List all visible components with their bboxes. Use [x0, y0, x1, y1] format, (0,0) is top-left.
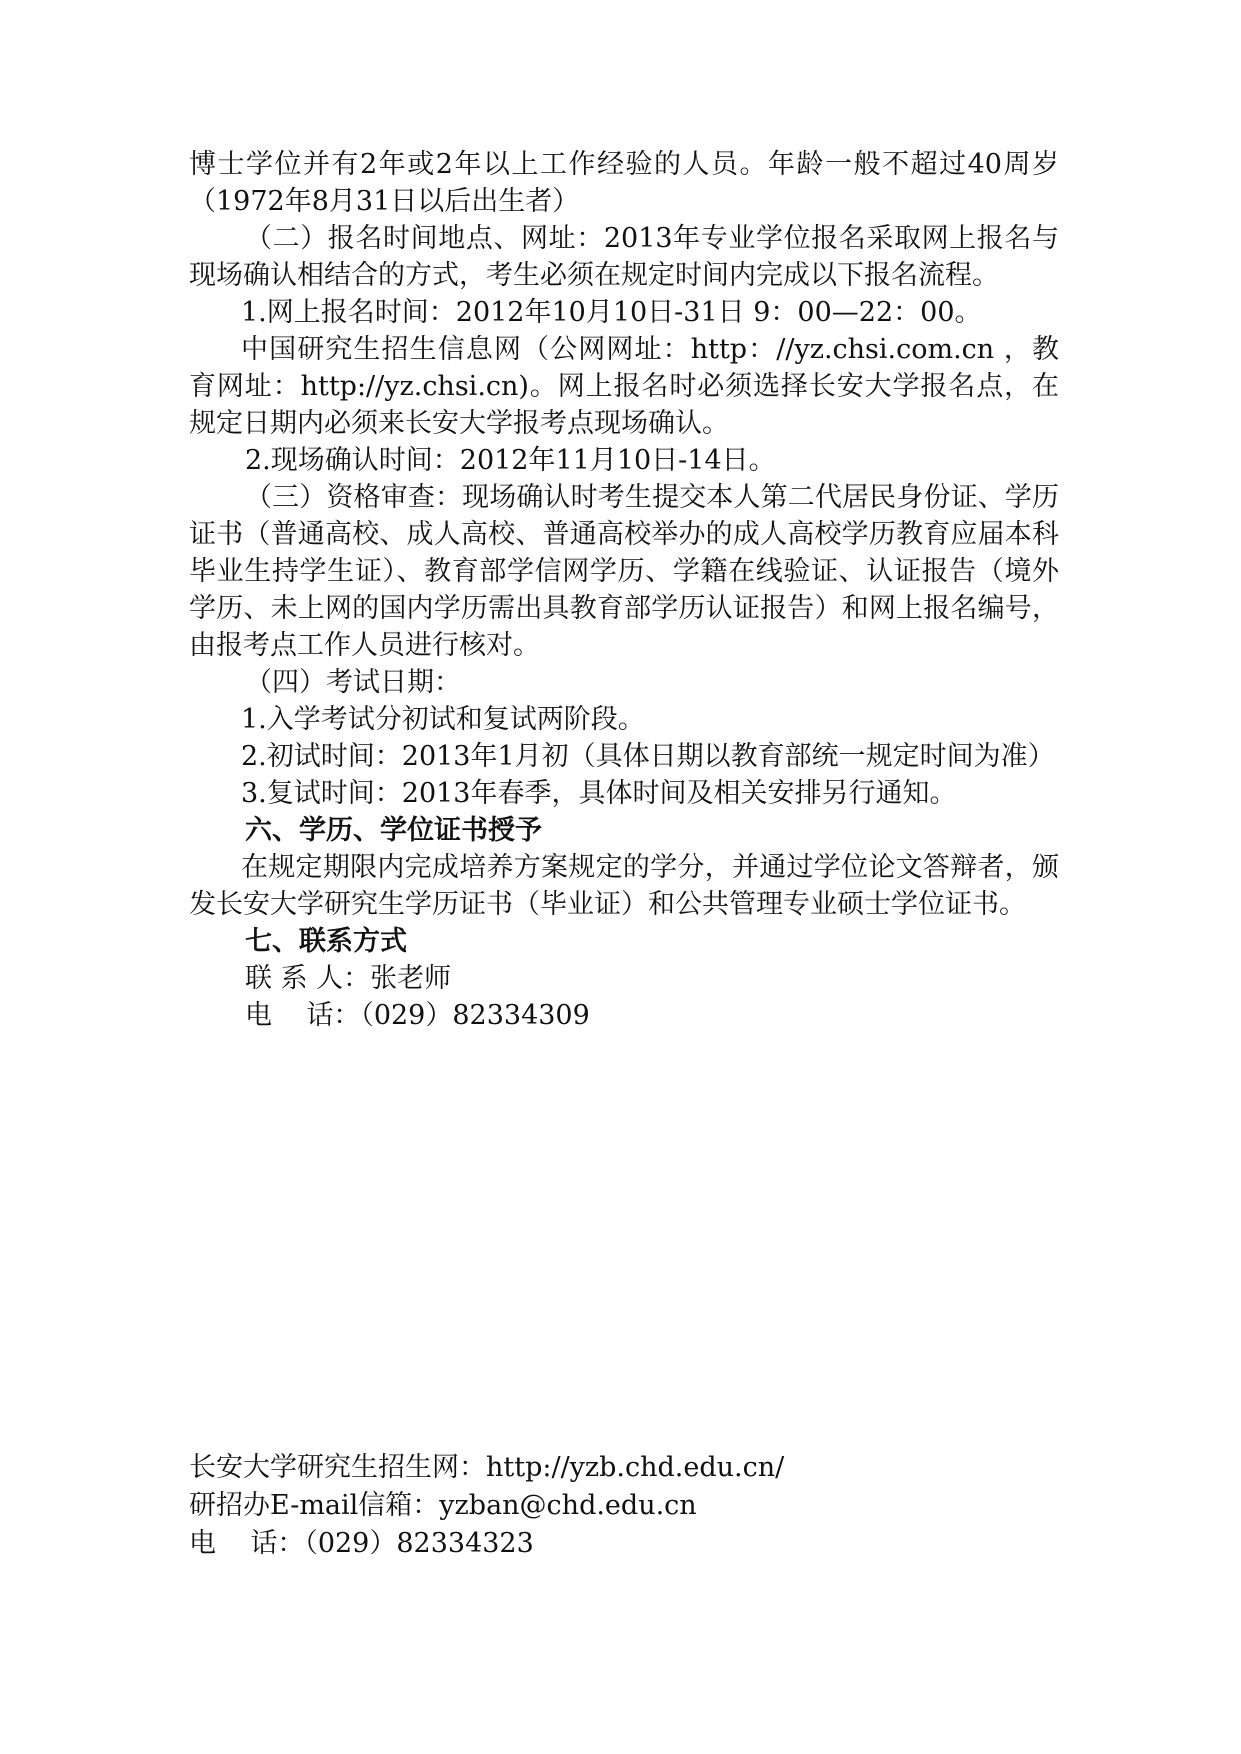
exam-item-2: 2.初试时间：2013年1月初（具体日期以教育部统一规定时间为准）: [241, 741, 1055, 772]
registration-paragraph: （二）报名时间地点、网址：2013年专业学位报名采取网上报名与现场确认相结合的方式，考生必须在规定时间内完成以下报名流程。: [189, 223, 1059, 291]
online-registration-time: 1.网上报名时间：2012年10月10日-31日 9：00—22：00。: [241, 297, 982, 328]
footer-phone: 电 话：（029）82334323: [189, 1528, 534, 1559]
exam-date-title: （四）考试日期：: [245, 667, 461, 698]
contact-person: 联 系 人：张老师: [245, 963, 452, 994]
footer-website: 长安大学研究生招生网：http://yzb.chd.edu.cn/: [189, 1452, 785, 1483]
exam-item-3: 3.复试时间：2013年春季，具体时间及相关安排另行通知。: [241, 778, 957, 809]
contact-heading: 七、联系方式: [245, 926, 407, 957]
exam-item-1: 1.入学考试分初试和复试两阶段。: [241, 704, 645, 735]
onsite-confirmation-time: 2.现场确认时间：2012年11月10日-14日。: [245, 445, 776, 476]
online-registration-site: 中国研究生招生信息网（公网网址：http：//yz.chsi.com.cn ，教育网址：http://yz.chsi.cn)。网上报名时必须选择长安大学报名点，在规定日期内必须来长安大学报考点现场确认。: [189, 334, 1059, 439]
footer-email: 研招办E-mail信箱：yzban@chd.edu.cn: [189, 1490, 697, 1521]
qualification-review-paragraph: （三）资格审查：现场确认时考生提交本人第二代居民身份证、学历证书（普通高校、成人高校、普通高校举办的成人高校学历教育应届本科毕业生持学生证）、教育部学信网学历、学籍在线验证、认证报告（境外学历、未上网的国内学历需出具教育部学历认证报告）和网上报名编号，由报考点工作人员进行核对。: [189, 482, 1059, 661]
document-body: [189, 146, 1059, 1034]
footer-contact: [189, 1449, 1059, 1563]
degree-paragraph: 在规定期限内完成培养方案规定的学分，并通过学位论文答辩者，颁发长安大学研究生学历证书（毕业证）和公共管理专业硕士学位证书。: [189, 852, 1059, 920]
intro-paragraph: 博士学位并有2年或2年以上工作经验的人员。年龄一般不超过40周岁（1972年8月31日以后出生者）: [189, 149, 1059, 217]
degree-heading: 六、学历、学位证书授予: [245, 815, 542, 846]
contact-phone: 电 话：（029）82334309: [245, 1000, 590, 1031]
